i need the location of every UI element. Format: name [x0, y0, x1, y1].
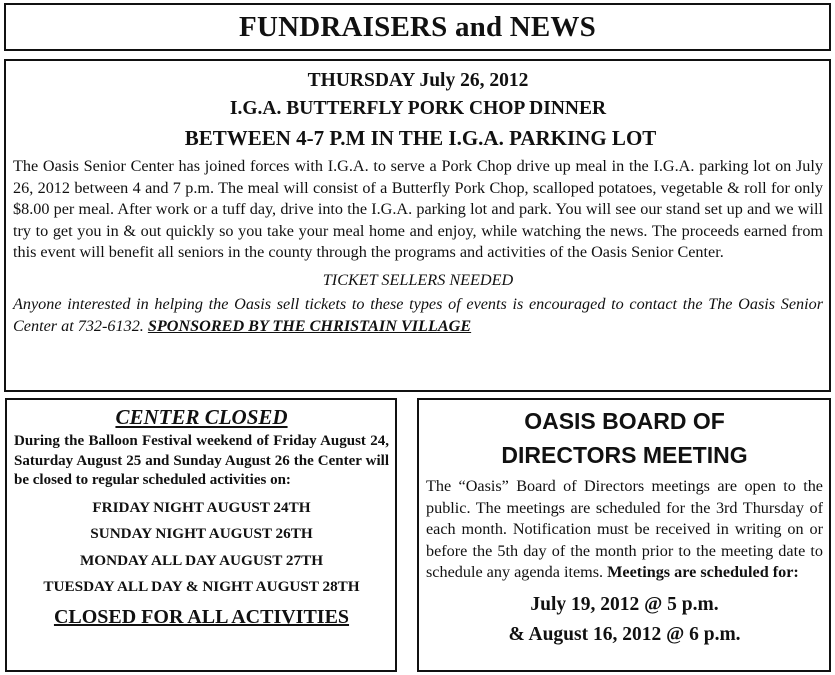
scheduled-label: Meetings are scheduled for:: [607, 563, 799, 581]
closed-date-item: MONDAY ALL DAY AUGUST 27TH: [79, 551, 324, 569]
meeting-date-2: & August 16, 2012 @ 6 p.m.: [508, 623, 741, 645]
ticket-heading: TICKET SELLERS NEEDED: [322, 270, 514, 289]
board-title-line2: DIRECTORS MEETING: [501, 442, 748, 468]
board-paragraph: [426, 476, 823, 584]
closed-date-item: SUNDAY NIGHT AUGUST 26TH: [90, 525, 313, 542]
page-title: FUNDRAISERS and NEWS: [239, 11, 596, 43]
closed-date-item: TUESDAY ALL DAY & NIGHT AUGUST 28TH: [43, 578, 360, 595]
sponsor-text: SPONSORED BY THE CHRISTAIN VILLAGE: [147, 316, 472, 335]
ticket-paragraph: [13, 293, 823, 337]
meeting-date-1: July 19, 2012 @ 5 p.m.: [530, 593, 719, 615]
board-meeting-box: [417, 398, 831, 672]
center-closed-text: During the Balloon Festival weekend of Friday August 24, Saturday August 25 and Sunday August 26 the Center will be closed to regular scheduled activities on:: [14, 433, 389, 488]
event-time-place: BETWEEN 4-7 P.M IN THE I.G.A. PARKING LOT: [184, 126, 657, 150]
center-closed-title: CENTER CLOSED: [115, 405, 288, 429]
ticket-text: Anyone interested in helping the Oasis sell tickets to these types of events is encouraged to contact the The Oasis Senior Center at 732-6132.: [13, 294, 823, 335]
board-text: The “Oasis” Board of Directors meetings are open to the public. The meetings are scheduled for the 3rd Thursday of each month. Notification must be received in writing on or before the 5th day of the month prior to the meeting date to schedule any agenda items.: [426, 477, 823, 581]
closed-date-item: FRIDAY NIGHT AUGUST 24TH: [92, 498, 311, 516]
closed-all-activities: CLOSED FOR ALL ACTIVITIES: [53, 605, 350, 628]
center-closed-box: [5, 398, 397, 672]
header-box: [4, 3, 831, 51]
event-box: [4, 59, 831, 392]
event-name: I.G.A. BUTTERFLY PORK CHOP DINNER: [229, 98, 607, 119]
closed-dates-list: [14, 495, 389, 601]
event-description: The Oasis Senior Center has joined forces with I.G.A. to serve a Pork Chop drive up meal in the I.G.A. parking lot on July 26, 2012 between 4 and 7 p.m. The meal will consist of a Butterfly Pork Chop, scalloped potatoes, vegetable & roll for only $8.00 per meal. After work or a tuff day, drive into the I.G.A. parking lot and park. You will see our stand set up and we will try to get you in & out quickly so you take your meal home and enjoy, while watching the news. The proceeds earned from this event will benefit all seniors in the county through the programs and activities of the Oasis Senior Center.: [13, 157, 823, 261]
event-date: THURSDAY July 26, 2012: [307, 70, 529, 91]
board-title-line1: OASIS BOARD OF: [524, 408, 725, 434]
